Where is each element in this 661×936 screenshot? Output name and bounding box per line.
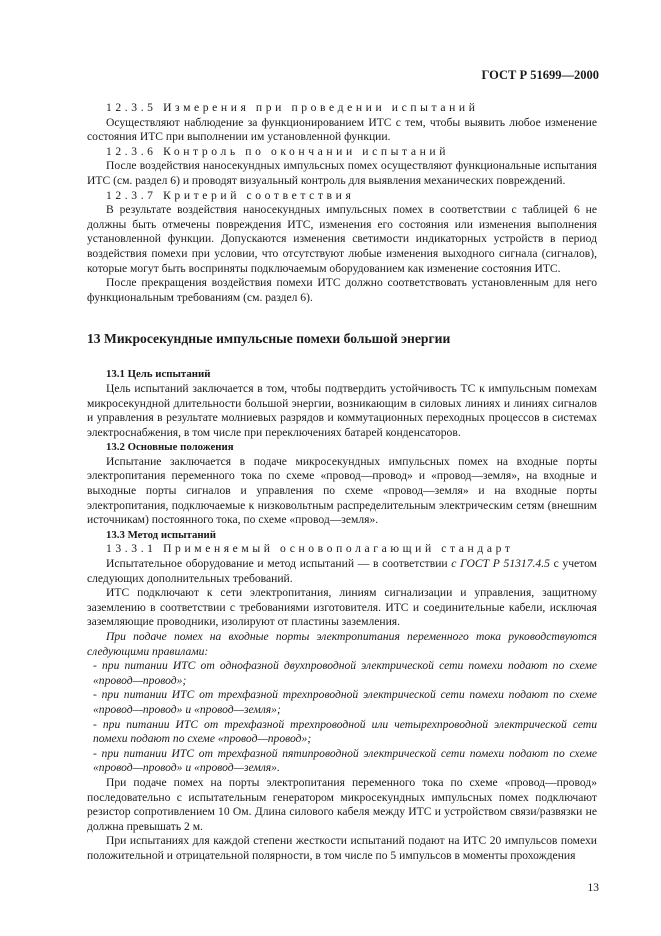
- page-content: [87, 101, 597, 864]
- clause-13-3-1-heading: 13.3.1 Применяемый основополагающий стандарт: [106, 542, 514, 556]
- paragraph-reference: [87, 557, 597, 586]
- section-13-title: 13 Микросекундные импульсные помехи большой энергии: [87, 331, 451, 347]
- page-number: 13: [587, 882, 599, 894]
- subsection-13-3-heading: 13.3 Метод испытаний: [106, 528, 217, 541]
- rule-list-item: - при питании ИТС от трехфазной трехпроводной или четырехпроводной электрической сети помехи подают по схеме «провод—провод»;: [93, 717, 597, 746]
- clause-12-3-5-heading: 12.3.5 Измерения при проведении испытаний: [106, 101, 479, 114]
- paragraph: Осуществляют наблюдение за функционированием ИТС с тем, чтобы выявить любое изменение состояния ИТС при выполнении им установленной функции.: [87, 115, 597, 144]
- reference-text-start: Испытательное оборудование и метод испытаний — в соответствии: [106, 557, 452, 571]
- subsection-13-1-heading: 13.1 Цель испытаний: [106, 368, 211, 381]
- rule-list-item: - при питании ИТС от однофазной двухпроводной электрической сети помехи подают по схеме «провод—провод»;: [93, 659, 597, 687]
- subsection-13-2-heading: 13.2 Основные положения: [106, 441, 234, 454]
- paragraph: Испытание заключается в подаче микросекундных импульсных помех на входные порты электропитания переменного тока по схеме «провод—провод» и «провод—земля», на входные и выходные порты сигналов и управления по схеме «провод—земля» и на входные порты электропитания, подключаемые к низковольтным распределительным электрическим сетям (внешним источникам) постоянного тока, по схеме «провод—земля».: [87, 454, 597, 527]
- rule-list-item: - при питании ИТС от трехфазной пятипроводной электрической сети помехи подают по схеме «провод—провод» и «провод—земля».: [93, 746, 597, 775]
- paragraph: При подаче помех на порты электропитания переменного тока по схеме «провод—провод» последовательно с испытательным генератором микросекундных импульсных помех подключают резистор сопротивлением 10 Ом. Длина силового кабеля между ИТС и устройством связи/развязки не должна превышать 2 м.: [87, 775, 597, 833]
- reference-text-end: с учетом следующих дополнительных требований.: [87, 557, 598, 585]
- clause-12-3-6-heading: 12.3.6 Контроль по окончании испытаний: [106, 144, 450, 158]
- paragraph: ИТС подключают к сети электропитания, линиям сигнализации и управления, защитному заземлению в соответствии с требованиями изготовителя. ИТС и соединительные кабели, исключая заземляющие проводники, изолируют от пластины заземления.: [87, 586, 597, 629]
- paragraph: После прекращения воздействия помехи ИТС должно соответствовать установленным для него функциональным требованиям (см. раздел 6).: [87, 276, 597, 304]
- rules-intro: При подаче помех на входные порты электропитания переменного тока руководствуются следующими правилами:: [87, 630, 597, 658]
- standard-reference: с ГОСТ Р 51317.4.5: [451, 557, 550, 571]
- paragraph: Цель испытаний заключается в том, чтобы подтвердить устойчивость ТС к импульсным помехам микросекундной длительности большой энергии, возникающим в силовых линиях и линиях сигналов и управления в результате молниевых разрядов и коммутационных переходных процессов в системах электроснабжения, в том числе при переключениях батарей конденсаторов.: [87, 381, 597, 439]
- rule-list-item: - при питании ИТС от трехфазной трехпроводной электрической сети помехи подают по схеме «провод—провод» и «провод—земля»;: [93, 688, 597, 716]
- paragraph: При испытаниях для каждой степени жесткости испытаний подают на ИТС 20 импульсов помехи положительной и отрицательной полярности, в том числе по 5 импульсов в моменты прохождения: [87, 834, 597, 862]
- paragraph: В результате воздействия наносекундных импульсных помех в соответствии с таблицей 6 не должны быть отмечены повреждения ИТС, изменения его состояния или изменения выполнения установленной функции. Допускаются изменения светимости индикаторных устройств в период воздействия помехи при условии, что отсутствуют любые изменения выходного сигнала (сигналов), которые могут быть восприняты подключаемым оборудованием как изменение состояния ИТС.: [87, 203, 597, 275]
- clause-12-3-7-heading: 12.3.7 Критерий соответствия: [106, 188, 355, 202]
- paragraph: После воздействия наносекундных импульсных помех осуществляют функциональные испытания ИТС (см. раздел 6) и проводят визуальный контроль для выявления механических повреждений.: [87, 159, 597, 187]
- standard-header: ГОСТ Р 51699—2000: [481, 68, 599, 82]
